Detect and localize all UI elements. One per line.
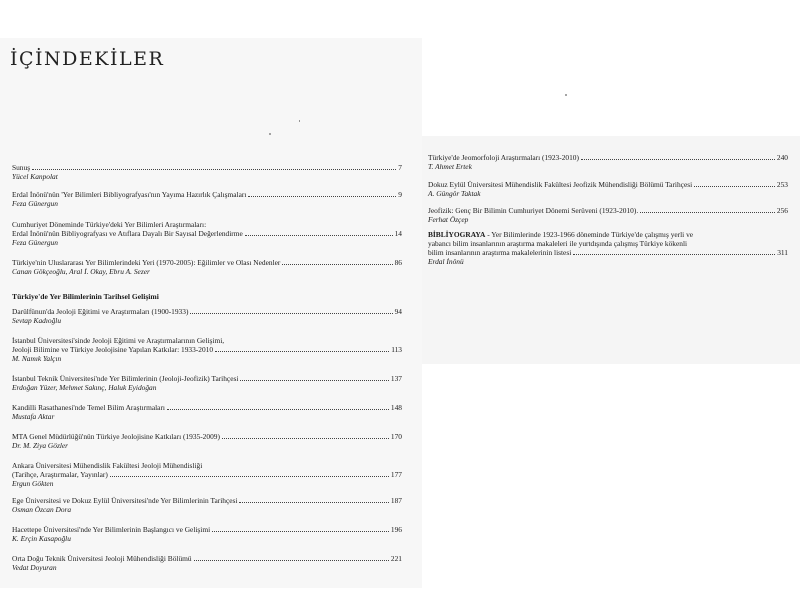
- entry-title: Ege Üniversitesi ve Dokuz Eylül Üniversitesi'nde Yer Bilimlerinin Tarihçesi: [12, 496, 238, 505]
- toc-entry: [12, 525, 402, 543]
- entry-page: 86: [394, 258, 402, 267]
- entry-title: Jeoloji Bilimine ve Türkiye Jeolojisine Yapılan Katkılar: 1933-2010: [12, 345, 214, 354]
- entry-author: Feza Günergun: [12, 238, 58, 247]
- entry-title: Sunuş: [12, 163, 31, 172]
- entry-title: Hacettepe Üniversitesi'nde Yer Bilimlerinin Başlangıcı ve Gelişimi: [12, 525, 211, 534]
- entry-author: T. Ahmet Ertek: [428, 162, 472, 171]
- entry-author: Feza Günergun: [12, 199, 58, 208]
- entry-author: Ferhat Özçep: [428, 215, 469, 224]
- entry-page: 113: [391, 345, 402, 354]
- entry-title-line: Cumhuriyet Döneminde Türkiye'deki Yer Bilimleri Araştırmaları:: [12, 220, 207, 229]
- entry-author: M. Namık Yalçın: [12, 354, 62, 363]
- entry-title: Kandilli Rasathanesi'nde Temel Bilim Araştırmaları: [12, 403, 165, 412]
- entry-page: 137: [390, 374, 402, 383]
- entry-page: 240: [776, 153, 788, 162]
- toc-entry: [12, 163, 402, 181]
- entry-bold-label: BİBLİYOGRAYA: [428, 230, 486, 239]
- toc-entry: [428, 206, 788, 224]
- entry-title: MTA Genel Müdürlüğü'nün Türkiye Jeolojisine Katkıları (1935-2009): [12, 432, 220, 441]
- scan-speck: [299, 120, 300, 122]
- entry-page: 9: [398, 190, 402, 199]
- entry-title-line: Ankara Üniversitesi Mühendislik Fakültesi Jeoloji Mühendisliği: [12, 461, 203, 470]
- toc-entry: [12, 220, 402, 247]
- entry-title: İstanbul Teknik Üniversitesi'nde Yer Bilimlerinin (Jeoloji-Jeofizik) Tarihçesi: [12, 374, 239, 383]
- entry-author: Osman Özcan Dora: [12, 505, 72, 514]
- toc-entry: [12, 190, 402, 208]
- entry-page: 256: [776, 206, 788, 215]
- entry-page: 187: [390, 496, 402, 505]
- entry-page: 148: [390, 403, 402, 412]
- entry-page: 14: [394, 229, 402, 238]
- entry-page: 221: [390, 554, 402, 563]
- entry-author: Mustafa Aktar: [12, 412, 55, 421]
- toc-entry: [12, 307, 402, 325]
- entry-title: Türkiye'de Jeomorfoloji Araştırmaları (1923-2010): [428, 153, 579, 162]
- entry-title: Darülfünun'da Jeoloji Eğitimi ve Araştırmaları (1900-1933): [12, 307, 189, 316]
- toc-entry: [12, 554, 402, 572]
- entry-title: bilim insanlarının araştırma makalelerinin listesi: [428, 248, 572, 257]
- entry-page: 94: [394, 307, 402, 316]
- toc-entry: [12, 374, 402, 392]
- entry-title: Erdal İnönü'nün 'Yer Bilimleri Bibliyografyası'nın Yayıma Hazırlık Çalışmaları: [12, 190, 247, 199]
- entry-author: Vedat Doyuran: [12, 563, 57, 572]
- entry-title-line: yabancı bilim insanlarının araştırma makaleleri ile yurtdışında çalışmış Türkiye kökenli: [428, 239, 688, 248]
- entry-title-line: İstanbul Üniversitesi'sinde Jeoloji Eğitimi ve Araştırmalarının Gelişimi,: [12, 336, 225, 345]
- entry-author: Ergun Gökten: [12, 479, 54, 488]
- entry-page: 196: [390, 525, 402, 534]
- entry-title: Erdal İnönü'nün Bibliyografyası ve Atıflara Dayalı Bir Sayısal Değerlendirme: [12, 229, 243, 238]
- entry-author: A. Güngör Taktak: [428, 189, 481, 198]
- entry-page: 177: [390, 470, 402, 479]
- toc-entry: [12, 336, 402, 363]
- entry-author: K. Erçin Kasapoğlu: [12, 534, 71, 543]
- section-heading: Türkiye'de Yer Bilimlerinin Tarihsel Gelişimi: [12, 292, 159, 301]
- entry-author: Canan Gökçeoğlu, Aral İ. Okay, Ebru A. Sezer: [12, 267, 150, 276]
- entry-title: Jeofizik: Genç Bir Bilimin Cumhuriyet Dönemi Serüveni (1923-2010).: [428, 206, 639, 215]
- entry-title-line: - Yer Bilimlerinde 1923-1966 döneminde Türkiye'de çalışmış yerli ve: [485, 230, 694, 239]
- entry-title: Dokuz Eylül Üniversitesi Mühendislik Fakültesi Jeofizik Mühendisliği Bölümü Tarihçesi: [428, 180, 693, 189]
- toc-entry: [428, 230, 788, 266]
- toc-entry: [12, 432, 402, 450]
- toc-entry: [12, 461, 402, 488]
- toc-entry: [428, 180, 788, 198]
- toc-entry: [12, 496, 402, 514]
- scan-speck: [269, 133, 271, 135]
- entry-author: Sevtap Kadıoğlu: [12, 316, 62, 325]
- entry-title: (Tarihçe, Araştırmalar, Yayınlar): [12, 470, 108, 479]
- entry-author: Dr. M. Ziya Gözler: [12, 441, 69, 450]
- entry-title: Orta Doğu Teknik Üniversitesi Jeoloji Mühendisliği Bölümü: [12, 554, 192, 563]
- entry-page: 311: [777, 248, 788, 257]
- entry-page: 7: [398, 163, 402, 172]
- entry-author: Erdoğan Yüzer, Mehmet Sakınç, Haluk Eyidoğan: [12, 383, 157, 392]
- entry-title: Türkiye'nin Uluslararası Yer Bilimlerindeki Yeri (1970-2005): Eğilimler ve Olası Nedenler: [12, 258, 281, 267]
- entry-author: Erdal İnönü: [428, 257, 464, 266]
- toc-entry: [12, 403, 402, 421]
- toc-entry: [428, 153, 788, 171]
- scan-speck: [565, 94, 567, 96]
- entry-author: Yücel Kanpolat: [12, 172, 58, 181]
- entry-page: 170: [390, 432, 402, 441]
- page-title: İÇİNDEKİLER: [10, 48, 165, 70]
- entry-page: 253: [776, 180, 788, 189]
- toc-entry: [12, 258, 402, 276]
